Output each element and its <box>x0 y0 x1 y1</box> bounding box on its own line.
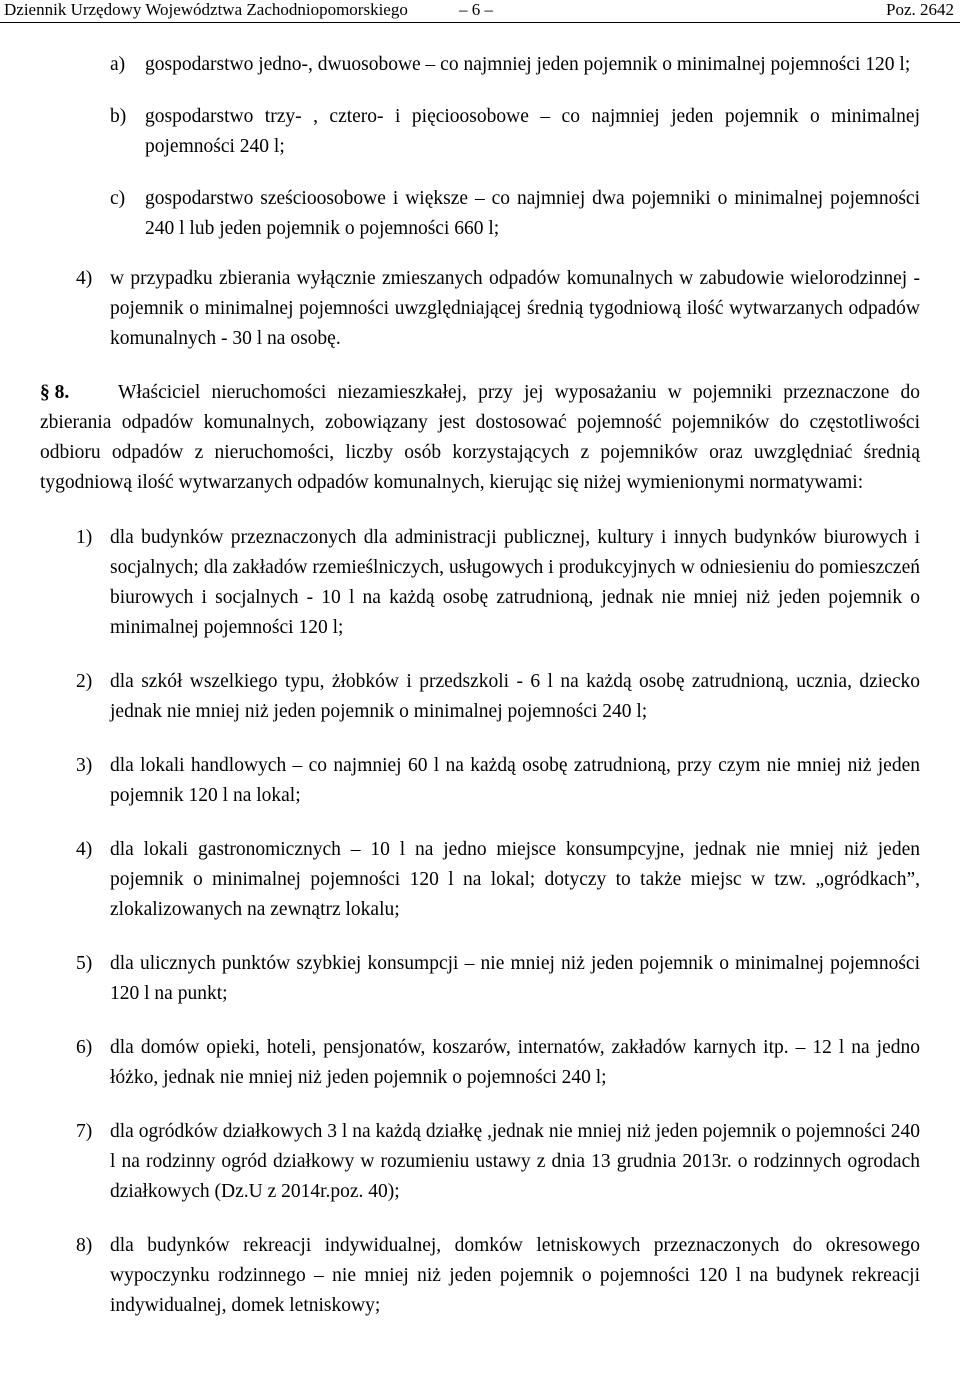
section-text: Właściciel nieruchomości niezamieszkałej, przy jej wyposażaniu w pojemniki przeznaczone do zbierania odpadów komunalnych, zobowiązany jest dostosować pojemność pojemników do częstotliwości odbioru odpadów z nieruchomości, liczby osób korzystających z pojemników oraz uwzględniać średnią tygodniową ilość wytwarzanych odpadów komunalnych, kierując się niżej wymienionymi normatywami: <box>40 382 920 493</box>
norm-item-5 <box>40 949 920 1009</box>
list-marker: 6) <box>76 1037 93 1058</box>
list-marker: 5) <box>76 953 93 974</box>
list-marker: 3) <box>76 755 93 776</box>
list-item-text: w przypadku zbierania wyłącznie zmieszanych odpadów komunalnych w zabudowie wielorodzinnej - pojemnik o minimalnej pojemności uwzględniającej średnią tygodniową ilość wytwarzanych odpadów komunalnych - 30 l na osobę. <box>110 268 920 349</box>
section-8-paragraph <box>40 378 920 498</box>
list-item-text: gospodarstwo trzy- , cztero- i pięcioosobowe – co najmniej jeden pojemnik o minimalnej pojemności 240 l; <box>145 106 920 157</box>
list-marker: 4) <box>76 839 93 860</box>
list-item-text: gospodarstwo jedno-, dwuosobowe – co najmniej jeden pojemnik o minimalnej pojemności 120 l; <box>145 54 911 75</box>
list-item-text: dla ogródków działkowych 3 l na każdą działkę ,jednak nie mniej niż jeden pojemnik o pojemności 240 l na rodzinny ogród działkowy w rozumieniu ustawy z dnia 13 grudnia 2013r. o rodzinnych ogrodach działkowych (Dz.U z 2014r.poz. 40); <box>110 1121 920 1202</box>
list-item-c <box>40 184 920 244</box>
list-marker: 8) <box>76 1235 93 1256</box>
position-number: Poz. 2642 <box>886 0 954 19</box>
norm-item-1 <box>40 523 920 643</box>
page-header <box>0 0 960 23</box>
list-item-4 <box>40 264 920 354</box>
list-item-text: dla budynków przeznaczonych dla administracji publicznej, kultury i innych budynków biurowych i socjalnych; dla zakładów rzemieślniczych, usługowych i produkcyjnych w odniesieniu do pomieszczeń biurowych i socjalnych - 10 l na każdą osobę zatrudnioną, jednak nie mniej niż jeden pojemnik o minimalnej pojemności 120 l; <box>110 527 920 638</box>
list-item-text: dla budynków rekreacji indywidualnej, domków letniskowych przeznaczonych do okresowego wypoczynku rodzinnego – nie mniej niż jeden pojemnik o pojemności 120 l na budynek rekreacji indywidualnej, domek letniskowy; <box>110 1235 920 1316</box>
list-marker: c) <box>110 188 126 209</box>
list-marker: 7) <box>76 1121 93 1142</box>
section-marker: § 8. <box>40 382 70 403</box>
list-item-text: dla ulicznych punktów szybkiej konsumpcji – nie mniej niż jeden pojemnik o minimalnej pojemności 120 l na punkt; <box>110 953 920 1004</box>
list-item-text: dla lokali gastronomicznych – 10 l na jedno miejsce konsumpcyjne, jednak nie mniej niż jeden pojemnik o minimalnej pojemności 120 l na lokal; dotyczy to także miejsc w tzw. „ogródkach”, zlokalizowanych na zewnątrz lokalu; <box>110 839 920 920</box>
list-item-text: gospodarstwo sześcioosobowe i większe – co najmniej dwa pojemniki o minimalnej pojemności 240 l lub jeden pojemnik o pojemności 660 l; <box>145 188 920 239</box>
norm-item-3 <box>40 751 920 811</box>
norm-item-8 <box>40 1231 920 1321</box>
list-item-b <box>40 102 920 162</box>
norm-item-2 <box>40 667 920 727</box>
list-item-text: dla domów opieki, hoteli, pensjonatów, koszarów, internatów, zakładów karnych itp. – 12 l na jedno łóżko, jednak nie mniej niż jeden pojemnik o pojemności 240 l; <box>110 1037 920 1088</box>
document-body <box>40 50 920 1321</box>
list-marker: 1) <box>76 527 93 548</box>
list-marker: a) <box>110 54 126 75</box>
list-marker: 4) <box>76 268 93 289</box>
list-marker: 2) <box>76 671 93 692</box>
list-marker: b) <box>110 106 127 127</box>
page-number: – 6 – <box>459 0 493 19</box>
list-item-text: dla lokali handlowych – co najmniej 60 l na każdą osobę zatrudnioną, przy czym nie mniej niż jeden pojemnik 120 l na lokal; <box>110 755 920 806</box>
norm-item-4 <box>40 835 920 925</box>
list-item-text: dla szkół wszelkiego typu, żłobków i przedszkoli - 6 l na każdą osobę zatrudnioną, ucznia, dziecko jednak nie mniej niż jeden pojemnik o minimalnej pojemności 240 l; <box>110 671 920 722</box>
norm-item-7 <box>40 1117 920 1207</box>
norm-item-6 <box>40 1033 920 1093</box>
journal-title: Dziennik Urzędowy Województwa Zachodniopomorskiego <box>4 0 408 19</box>
list-item-a <box>40 50 920 80</box>
